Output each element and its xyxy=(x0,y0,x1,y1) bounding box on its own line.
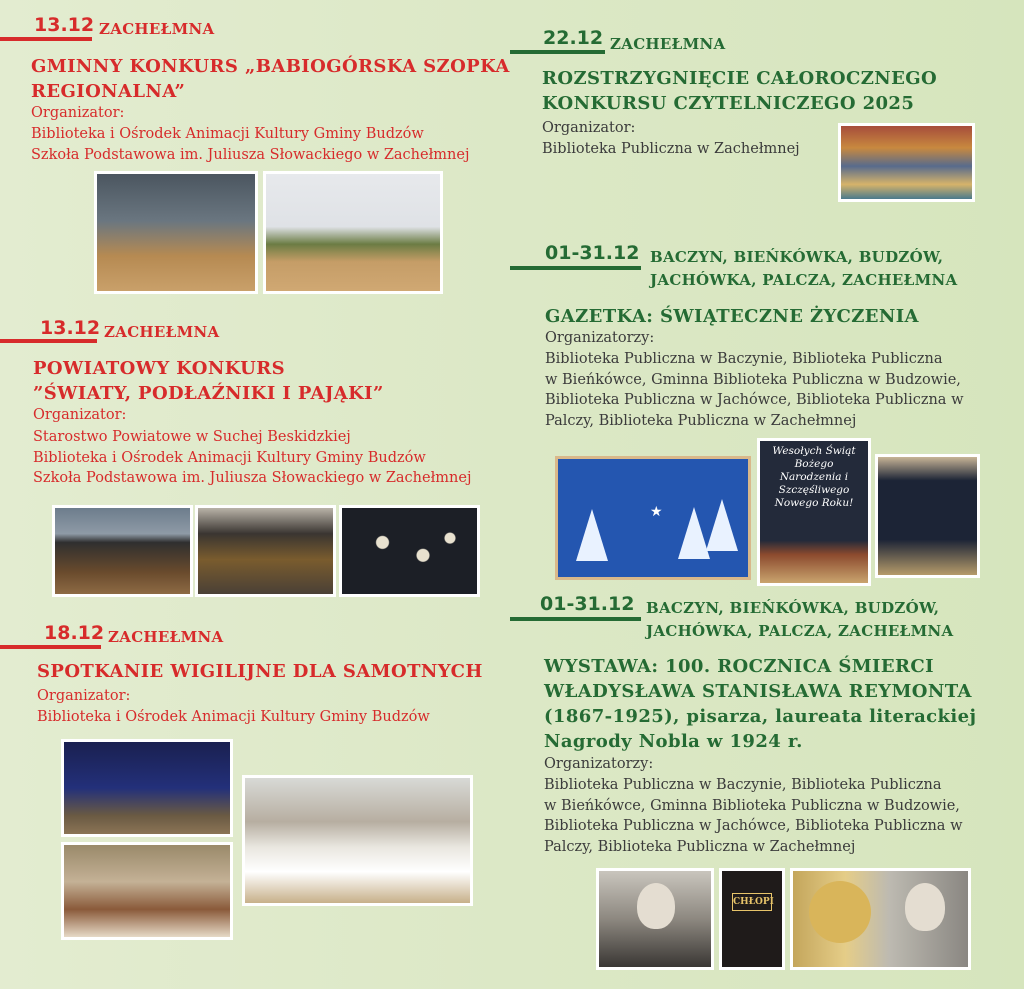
event-place: ZACHEŁMNA xyxy=(99,20,215,38)
photo-wigilia-guests xyxy=(61,842,233,940)
photo-reymont-portrait xyxy=(596,868,714,970)
organizer-line: Palczy, Biblioteka Publiczna w Zachełmnej xyxy=(545,412,857,429)
book-title: CHŁOPI xyxy=(732,893,772,911)
event-place xyxy=(650,246,957,292)
event-date: 13.12 xyxy=(40,317,101,339)
photo-bulletin-board-blue xyxy=(555,456,751,580)
organizer-list xyxy=(33,427,471,489)
event-place xyxy=(646,597,953,643)
event-title: WYSTAWA: 100. ROCZNICA ŚMIERCI WŁADYSŁAWA STANISŁAWA REYMONTA (1867-1925), pisarza, laureata literackiej Nagrody Nobla w 1924 r. xyxy=(544,656,977,752)
organizer-list xyxy=(31,124,469,165)
event-date: 01-31.12 xyxy=(545,242,640,264)
christmas-tree-icon xyxy=(706,499,738,551)
photo-paper-decorations xyxy=(339,505,480,597)
event-place: ZACHEŁMNA xyxy=(108,628,224,646)
date-divider xyxy=(510,50,605,54)
organizer-line: Biblioteka Publiczna w Baczynie, Biblioteka Publiczna xyxy=(544,777,942,793)
christmas-tree-icon xyxy=(576,509,608,561)
organizer-line: Biblioteka i Ośrodek Animacji Kultury Gminy Budzów xyxy=(33,449,426,466)
organizer-label: Organizator: xyxy=(33,407,127,423)
photo-ornaments-row xyxy=(52,505,193,597)
organizer-line: Biblioteka Publiczna w Jachówce, Biblioteka Publiczna w xyxy=(545,392,964,408)
photo-ornaments-closeup xyxy=(195,505,336,597)
date-divider xyxy=(510,617,641,621)
nobel-medal xyxy=(809,881,871,943)
photo-nobel-medal-portrait xyxy=(790,868,971,970)
event-date: 22.12 xyxy=(543,27,604,49)
photo-reading-contest-winners xyxy=(838,123,975,202)
organizer-list xyxy=(545,349,963,431)
event-date: 18.12 xyxy=(44,622,105,644)
photo-szopka-display xyxy=(263,171,443,294)
organizer-line: Starostwo Powiatowe w Suchej Beskidzkiej xyxy=(33,429,351,445)
organizer-label: Organizatorzy: xyxy=(545,330,655,346)
organizer-line: Biblioteka Publiczna w Zachełmnej xyxy=(542,141,800,157)
organizer-list xyxy=(37,707,430,728)
date-divider xyxy=(0,37,92,41)
photo-bulletin-board-greetings xyxy=(757,438,871,586)
event-place: ZACHEŁMNA xyxy=(610,35,726,53)
photo-bulletin-board-dark xyxy=(875,454,980,578)
organizer-label: Organizator: xyxy=(31,105,125,121)
event-title: POWIATOWY KONKURS ”ŚWIATY, PODŁAŹNIKI I PAJĄKI” xyxy=(33,358,384,404)
organizer-line: Szkoła Podstawowa im. Juliusza Słowackiego w Zachełmnej xyxy=(33,470,472,486)
place-line: BACZYN, BIEŃKÓWKA, BUDZÓW, xyxy=(646,599,940,617)
portrait-figure xyxy=(637,883,675,929)
organizer-label: Organizator: xyxy=(542,120,636,136)
organizer-label: Organizator: xyxy=(37,688,131,704)
organizer-line: Biblioteka Publiczna w Jachówce, Biblioteka Publiczna w xyxy=(544,818,963,834)
place-line: BACZYN, BIEŃKÓWKA, BUDZÓW, xyxy=(650,248,944,266)
organizer-line: Szkoła Podstawowa im. Juliusza Słowackiego w Zachełmnej xyxy=(31,146,470,163)
event-title: SPOTKANIE WIGILIJNE DLA SAMOTNYCH xyxy=(37,661,483,682)
photo-szopka-performance xyxy=(94,171,258,294)
organizer-line: w Bieńkówce, Gminna Biblioteka Publiczna w Budzowie, xyxy=(544,797,960,814)
organizer-label: Organizatorzy: xyxy=(544,756,654,772)
organizer-line: Biblioteka i Ośrodek Animacji Kultury Gminy Budzów xyxy=(37,709,430,725)
organizer-line: Biblioteka Publiczna w Baczynie, Biblioteka Publiczna xyxy=(545,351,943,367)
organizer-line: Biblioteka i Ośrodek Animacji Kultury Gminy Budzów xyxy=(31,126,424,142)
organizer-line: Palczy, Biblioteka Publiczna w Zachełmnej xyxy=(544,838,856,855)
event-date: 01-31.12 xyxy=(540,593,635,615)
place-line: JACHÓWKA, PALCZA, ZACHEŁMNA xyxy=(646,622,954,640)
star-icon: ★ xyxy=(650,504,663,520)
event-place: ZACHEŁMNA xyxy=(104,323,220,341)
date-divider xyxy=(0,339,97,343)
organizer-list xyxy=(544,775,962,857)
event-title: GAZETKA: ŚWIĄTECZNE ŻYCZENIA xyxy=(545,306,919,327)
photo-wigilia-stage xyxy=(61,739,233,837)
event-title: ROZSTRZYGNIĘCIE CAŁOROCZNEGO KONKURSU CZYTELNICZEGO 2025 xyxy=(542,68,938,114)
event-date: 13.12 xyxy=(34,14,95,36)
organizer-list xyxy=(542,139,800,160)
place-line: JACHÓWKA, PALCZA, ZACHEŁMNA xyxy=(650,271,958,289)
photo-chlopi-book-cover xyxy=(719,868,785,970)
organizer-line: w Bieńkówce, Gminna Biblioteka Publiczna w Budzowie, xyxy=(545,371,961,388)
portrait-figure xyxy=(905,883,945,931)
date-divider xyxy=(510,266,641,270)
event-title: GMINNY KONKURS „BABIOGÓRSKA SZOPKA REGIONALNA” xyxy=(31,56,510,102)
date-divider xyxy=(0,645,101,649)
photo-wigilia-tables xyxy=(242,775,473,906)
board-greeting-text: Wesołych Świąt Bożego Narodzenia i Szczęśliwego Nowego Roku! xyxy=(772,445,856,509)
